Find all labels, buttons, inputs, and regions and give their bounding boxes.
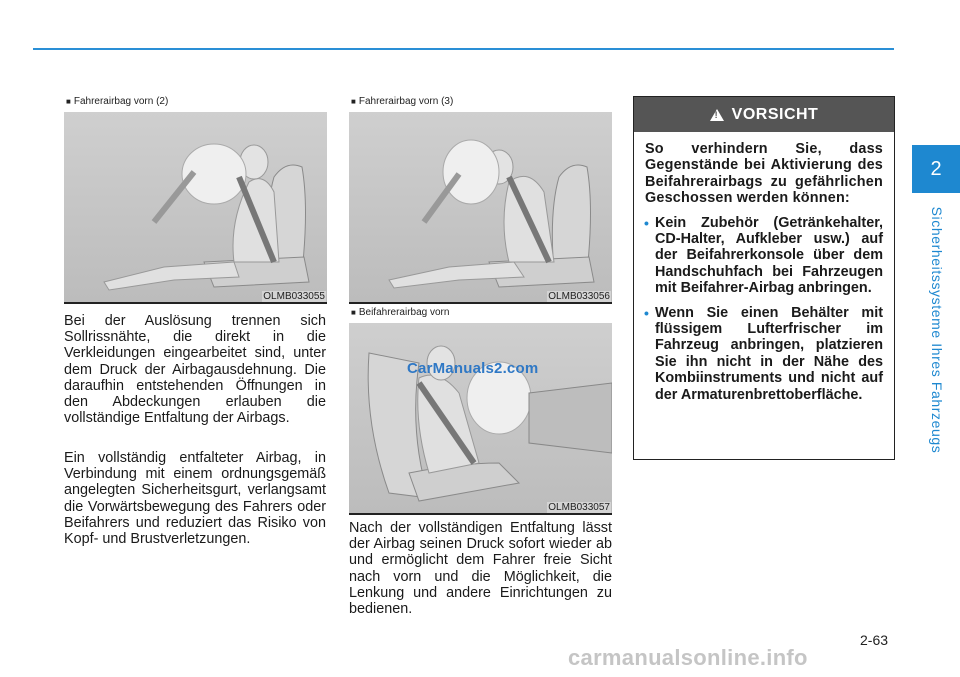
paragraph-deployment: Bei der Auslösung trennen sich Sollrissnähte, die direkt in die Verkleidungen eingearbeitet sind, unter dem Druck der Airbagausdehnung. Die daraufhin entstehenden Öffnungen in den Abdeckungen erlauben die vollständige Entfaltung der Airbags. (64, 313, 326, 427)
caution-item: • Wenn Sie einen Behälter mit flüssigem Lufterfrischer im Fahrzeug anbringen, platzieren Sie ihn nicht in der Nähe des Kombiinstruments und nicht auf der Armaturenbrettoberfläche. (645, 305, 883, 403)
figure-label (66, 96, 168, 107)
figure-driver-airbag-3 (349, 112, 612, 304)
caution-box (633, 96, 895, 460)
figure-passenger-airbag (349, 323, 612, 515)
illustration-passenger-airbag (349, 323, 612, 513)
illustration-driver-airbag (64, 112, 327, 302)
chapter-title: Sicherheitssysteme Ihres Fahrzeugs (929, 206, 945, 454)
figure-label-text: Fahrerairbag vorn (2) (73, 96, 169, 107)
airbag-shape (443, 140, 499, 204)
dashboard (529, 383, 612, 453)
figure-code: OLMB033055 (263, 291, 325, 302)
figure-bullet: ■ (351, 308, 356, 317)
chapter-tab[interactable] (912, 145, 960, 193)
figure-label (351, 96, 453, 107)
paragraph-full-airbag: Ein vollständig entfalteter Airbag, in Verbindung mit einem ordnungsgemäß angelegten Sicherheitsgurt, verlangsamt die Vorwärtsbewegung des Fahrers oder Beifahrers und reduziert das Risiko von Kopf- und Brustverletzungen. (64, 450, 326, 548)
figure-label (351, 307, 449, 318)
chapter-number: 2 (930, 157, 942, 180)
top-rule (33, 48, 894, 50)
seat-back (552, 165, 590, 272)
paragraph-after-deployment: Nach der vollständigen Entfaltung lässt der Airbag seinen Druck sofort wieder ab und ermöglicht dem Fahrer freie Sicht nach vorn und die Möglichkeit, die Lenkung und andere Einrichtungen zu bedienen. (349, 520, 612, 618)
figure-bullet: ■ (66, 97, 71, 106)
caution-intro: So verhindern Sie, dass Gegenstände bei Aktivierung des Beifahrerairbags zu gefährlichen Geschossen werden können: (645, 141, 883, 207)
figure-driver-airbag-2 (64, 112, 327, 304)
watermark: CarManuals2.com (407, 360, 539, 377)
figure-code: OLMB033057 (548, 502, 610, 513)
caution-list (645, 215, 883, 403)
footer-site[interactable]: carmanualsonline.info (568, 645, 808, 670)
caution-body (634, 132, 894, 403)
page-number: 2-63 (860, 632, 889, 648)
steering-column (424, 174, 459, 222)
seat-cushion (409, 463, 519, 501)
warning-triangle-icon (710, 109, 724, 121)
steering-column (154, 172, 194, 222)
figure-bullet: ■ (351, 97, 356, 106)
figure-label-text: Fahrerairbag vorn (3) (358, 96, 454, 107)
figure-code: OLMB033056 (548, 291, 610, 302)
illustration-driver-airbag (349, 112, 612, 302)
figure-label-text: Beifahrerairbag vorn (358, 307, 450, 318)
caution-item: • Kein Zubehör (Getränkehalter, CD-Halter, Aufkleber usw.) auf der Beifahrerkonsole über dem Handschuhfach bei Fahrzeugen mit Beifahrer-Airbag anbringen. (645, 215, 883, 297)
caution-title: VORSICHT (731, 105, 819, 123)
caution-header (634, 97, 894, 132)
